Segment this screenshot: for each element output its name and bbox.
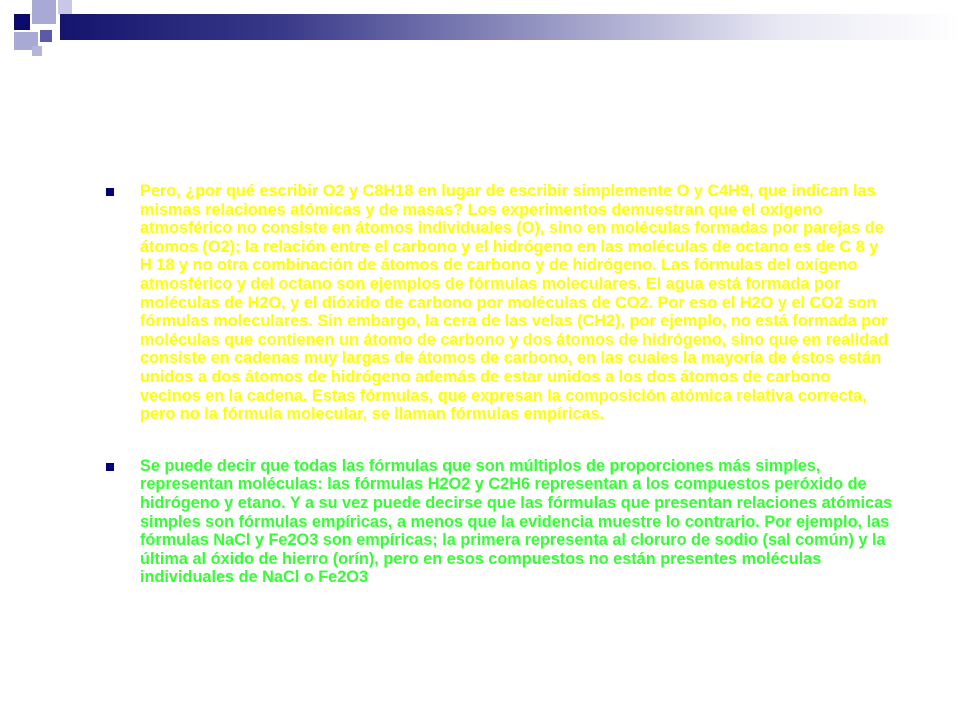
bullet-paragraph-2	[104, 457, 894, 587]
square-bullet-icon	[106, 463, 114, 471]
bullet-paragraph-1	[104, 182, 894, 424]
decorative-square	[40, 30, 52, 42]
decorative-square	[32, 46, 42, 56]
paragraph-text: Pero, ¿por qué escribir O2 y C8H18 en lugar de escribir simplemente O y C4H9, que indican las mismas relaciones atómicas y de masas? Los experimentos demuestran que el oxígeno atmosférico no consiste en átomos individuales (O), sino en moléculas formadas por parejas de átomos (O2); la relación entre el carbono y el hidrógeno en las moléculas de octano es de C 8 y H 18 y no otra combinación de átomos de carbono y de hidrógeno. Las fórmulas del oxígeno atmosférico y del octano son ejemplos de fórmulas moleculares. El agua está formada por moléculas de H2O, y el dióxido de carbono por moléculas de CO2. Por eso el H2O y el CO2 son fórmulas moleculares. Sin embargo, la cera de las velas (CH2), por ejemplo, no está formada por moléculas que contienen un átomo de carbono y dos átomos de hidrógeno, sino que en realidad consiste en cadenas muy largas de átomos de carbono, en las cuales la mayoría de éstos están unidos a dos átomos de hidrógeno además de estar unidos a los dos átomos de carbono vecinos en la cadena. Estas fórmulas, que expresan la composición atómica relativa correcta, pero no la fórmula molecular, se llaman fórmulas empíricas.	[140, 182, 889, 424]
decorative-square	[14, 14, 30, 30]
square-bullet-icon	[106, 188, 114, 196]
slide-body	[104, 182, 894, 587]
decorative-square	[32, 0, 56, 24]
header-gradient-bar	[60, 14, 960, 40]
decorative-square	[58, 0, 72, 14]
paragraph-text: Se puede decir que todas las fórmulas que son múltiplos de proporciones más simples, representan moléculas: las fórmulas H2O2 y C2H6 representan a los compuestos peróxido de hidrógeno y etano. Y a su vez puede decirse que las fórmulas que presentan relaciones atómicas simples son fórmulas empíricas, a menos que la evidencia muestre lo contrario. Por ejemplo, las fórmulas NaCl y Fe2O3 son empíricas; la primera representa al cloruro de sodio (sal común) y la última al óxido de hierro (orín), pero en esos compuestos no están presentes moléculas individuales de NaCl o Fe2O3	[140, 456, 893, 587]
